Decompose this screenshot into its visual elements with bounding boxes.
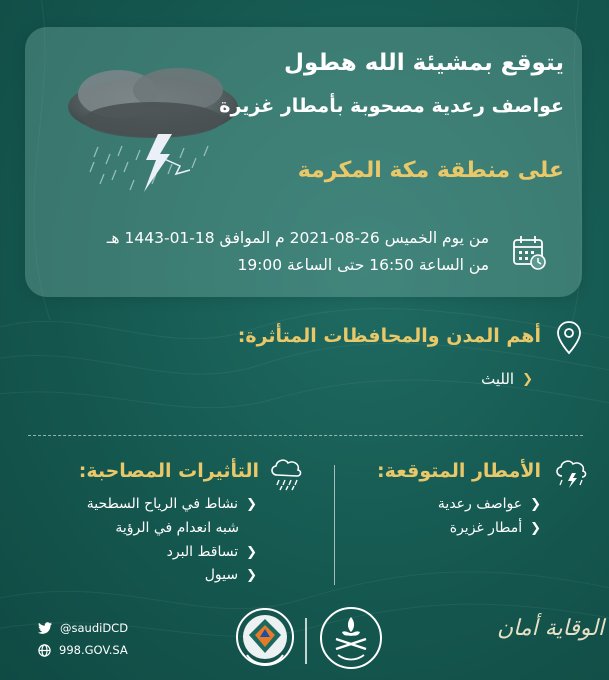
effect-item-label: تساقط البرد [166,544,239,560]
civil-defense-emblem-icon [233,605,297,673]
twitter-link[interactable] [38,621,128,635]
city-label: الليث [481,370,515,388]
expected-rain-title: الأمطار المتوقعة: [377,460,541,482]
storm-cloud-icon [58,62,248,212]
effect-item [87,496,257,512]
rain-cloud-icon [268,455,306,491]
chevron-left-icon: ❮ [522,371,533,387]
location-pin-icon [556,320,582,356]
chevron-left-icon: ❮ [530,496,541,512]
website-link[interactable] [38,643,128,657]
logo-divider [305,618,307,664]
rain-item-label: عواصف رعدية [437,496,523,512]
brand-slogan: الوقاية أمان [497,616,605,641]
chevron-left-icon: ❮ [246,567,257,583]
effect-item [205,567,257,583]
twitter-icon [38,622,52,634]
effect-item-label: سيول [204,567,239,583]
cities-title: أهم المدن والمحافظات المتأثرة: [237,325,541,347]
chevron-left-icon: ❮ [530,520,541,536]
globe-icon [38,644,51,657]
region-title: على منطقة مكة المكرمة [297,158,564,183]
city-item [481,370,533,388]
chevron-left-icon: ❮ [246,544,257,560]
subheadline: عواصف رعدية مصحوبة بأمطار غزيرة [219,95,564,117]
twitter-handle: @saudiDCD [60,621,129,635]
website-url: 998.GOV.SA [59,643,128,657]
section-divider [28,435,583,436]
chevron-left-icon: ❮ [246,496,257,512]
rain-item [450,520,541,536]
effects-title: التأثيرات المصاحبة: [78,460,259,482]
effect-item [115,520,239,536]
date-line: من يوم الخميس 26-08-2021 م الموافق 18-01-1443 هـ [106,229,489,247]
headline: يتوقع بمشيئة الله هطول [283,50,564,76]
effect-item-label: شبه انعدام في الرؤية [115,520,239,536]
rain-item [438,496,541,512]
rain-item-label: أمطار غزيرة [449,520,523,536]
thunder-cloud-icon [553,456,589,490]
time-line: من الساعة 16:50 حتى الساعة 19:00 [237,256,489,274]
effect-item [167,544,257,560]
column-divider [334,465,335,585]
effect-item-label: نشاط في الرياح السطحية [86,496,239,512]
saudi-emblem-icon [318,605,384,671]
calendar-icon [510,234,548,272]
